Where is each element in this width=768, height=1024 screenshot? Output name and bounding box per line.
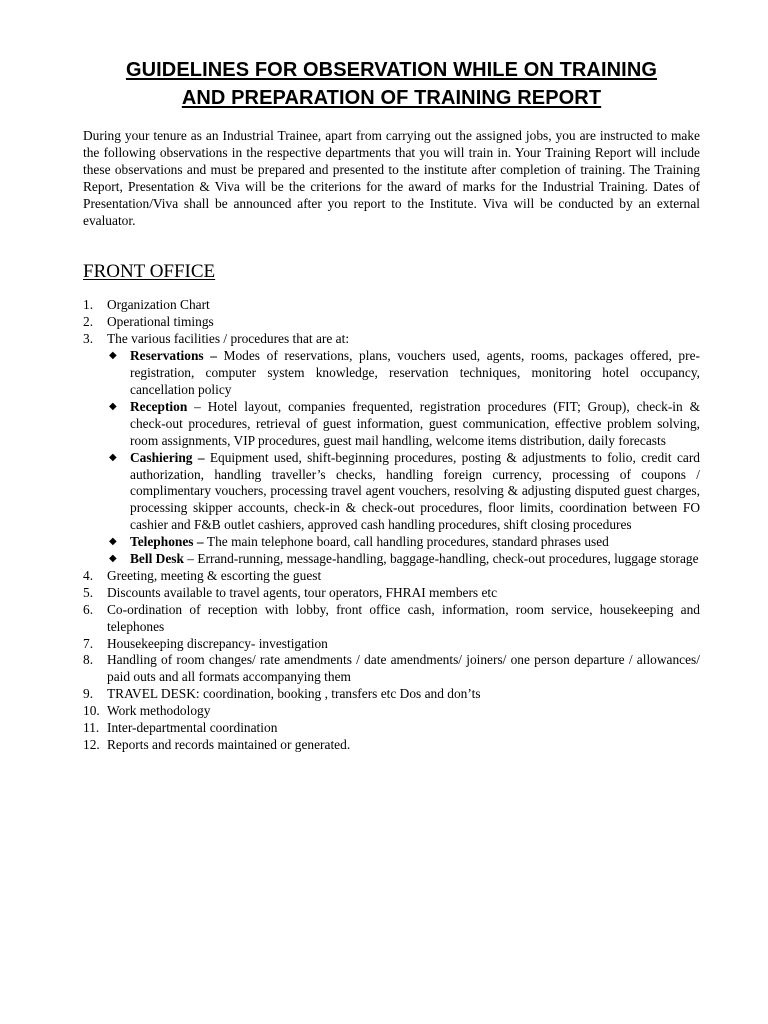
document-title [83, 0, 700, 112]
subitem-text: – Hotel layout, companies frequented, registration procedures (FIT; Group), check-in & check-out procedures, retrieval of guest information, guest communication, effective problem solving, room assignments, VIP procedures, guest mail handling, welcome items distribution, daily forecasts [130, 398, 700, 448]
subitem-text: Modes of reservations, plans, vouchers used, agents, rooms, packages offered, pre-registration, computer system knowledge, reservation techniques, monitoring hotel occupancy, cancellation policy [130, 348, 700, 397]
diamond-bullet-icon: ◆ [109, 400, 117, 412]
item-text: Reports and records maintained or generated. [107, 737, 351, 752]
item-text: Greeting, meeting & escorting the guest [107, 567, 322, 583]
item-number: 6. [83, 601, 94, 617]
subitem-text: The main telephone board, call handling procedures, standard phrases used [206, 534, 609, 550]
item-number: 2. [83, 314, 94, 330]
section-heading: FRONT OFFICE [83, 261, 216, 283]
sublist-item-telephones [107, 534, 700, 551]
subitem-term: Telephones – [130, 534, 207, 550]
item-text: The various facilities / procedures that are at: [107, 331, 350, 347]
list-item [83, 652, 700, 686]
item-number: 1. [83, 297, 94, 313]
diamond-bullet-icon: ◆ [109, 553, 117, 565]
list-item [83, 686, 700, 703]
item-number: 4. [83, 567, 94, 583]
diamond-bullet-icon: ◆ [109, 451, 117, 463]
list-item [83, 331, 700, 568]
item-text: TRAVEL DESK: coordination, booking , transfers etc Dos and don’ts [107, 686, 481, 702]
list-item [83, 737, 700, 754]
list-item [83, 297, 700, 314]
diamond-bullet-icon: ◆ [109, 350, 117, 362]
facilities-sublist [107, 348, 700, 568]
subitem-text: Equipment used, shift-beginning procedures, posting & adjustments to folio, credit card authorization, handling traveller’s checks, handling foreign currency, processing of coupons / complimentary vouchers, processing travel agent vouchers, resolving & adjusting disputed guest charges, processing skipper accounts, check-in & check-out procedures, floor limits, coordination between FO cashier and F&B outlet cashiers, approved cash handling procedures, shift closing procedures [130, 449, 700, 533]
intro-paragraph: During your tenure as an Industrial Trainee, apart from carrying out the assigned jobs, you are instructed to make the following observations in the respective departments that you will train in. Your Training Report will include these observations and must be prepared and presented to the institute after completion of training. The Training Report, Presentation & Viva will be the criterions for the award of marks for the Industrial Training. Dates of Presentation/Viva shall be announced after you report to the Institute. Viva will be conducted by an external evaluator. [83, 128, 700, 228]
item-number: 9. [83, 686, 94, 702]
item-text: Housekeeping discrepancy- investigation [107, 635, 328, 651]
item-text: Operational timings [107, 314, 214, 330]
sublist-item-reception [107, 399, 700, 450]
sublist-item-cashiering [107, 450, 700, 535]
item-text: Inter-departmental coordination [107, 720, 278, 736]
list-item [83, 636, 700, 653]
list-item [83, 314, 700, 331]
item-number: 3. [83, 331, 94, 347]
subitem-term: Reception [130, 398, 195, 414]
item-number: 8. [83, 652, 94, 668]
subitem-term: Reservations – [130, 348, 224, 364]
list-item [83, 585, 700, 602]
title-line-1: GUIDELINES FOR OBSERVATION WHILE ON TRAINING [125, 59, 658, 81]
item-number: 10. [83, 703, 100, 719]
item-number: 7. [83, 635, 94, 651]
list-item [83, 602, 700, 636]
sublist-item-bell-desk [107, 551, 700, 568]
item-text: Discounts available to travel agents, tour operators, FHRAI members etc [107, 584, 498, 600]
list-item [83, 703, 700, 720]
item-number: 11. [83, 720, 100, 736]
item-text: Handling of room changes/ rate amendments / date amendments/ joiners/ one person departure / allowances/ paid outs and all formats accompanying them [107, 652, 700, 685]
item-number: 12. [83, 737, 100, 752]
item-text: Work methodology [107, 703, 211, 719]
sublist-item-reservations [107, 348, 700, 399]
subitem-term: Cashiering – [130, 449, 210, 465]
diamond-bullet-icon: ◆ [109, 536, 117, 548]
item-text: Organization Chart [107, 297, 210, 313]
list-item [83, 720, 700, 737]
front-office-list [83, 297, 700, 753]
subitem-text: – Errand-running, message-handling, baggage-handling, check-out procedures, luggage storage [187, 551, 699, 567]
item-text: Co-ordination of reception with lobby, front office cash, information, room service, housekeeping and telephones [107, 601, 700, 634]
title-line-2: AND PREPARATION OF TRAINING REPORT [181, 87, 602, 109]
item-number: 5. [83, 584, 94, 600]
subitem-term: Bell Desk [130, 551, 188, 567]
list-item [83, 568, 700, 585]
